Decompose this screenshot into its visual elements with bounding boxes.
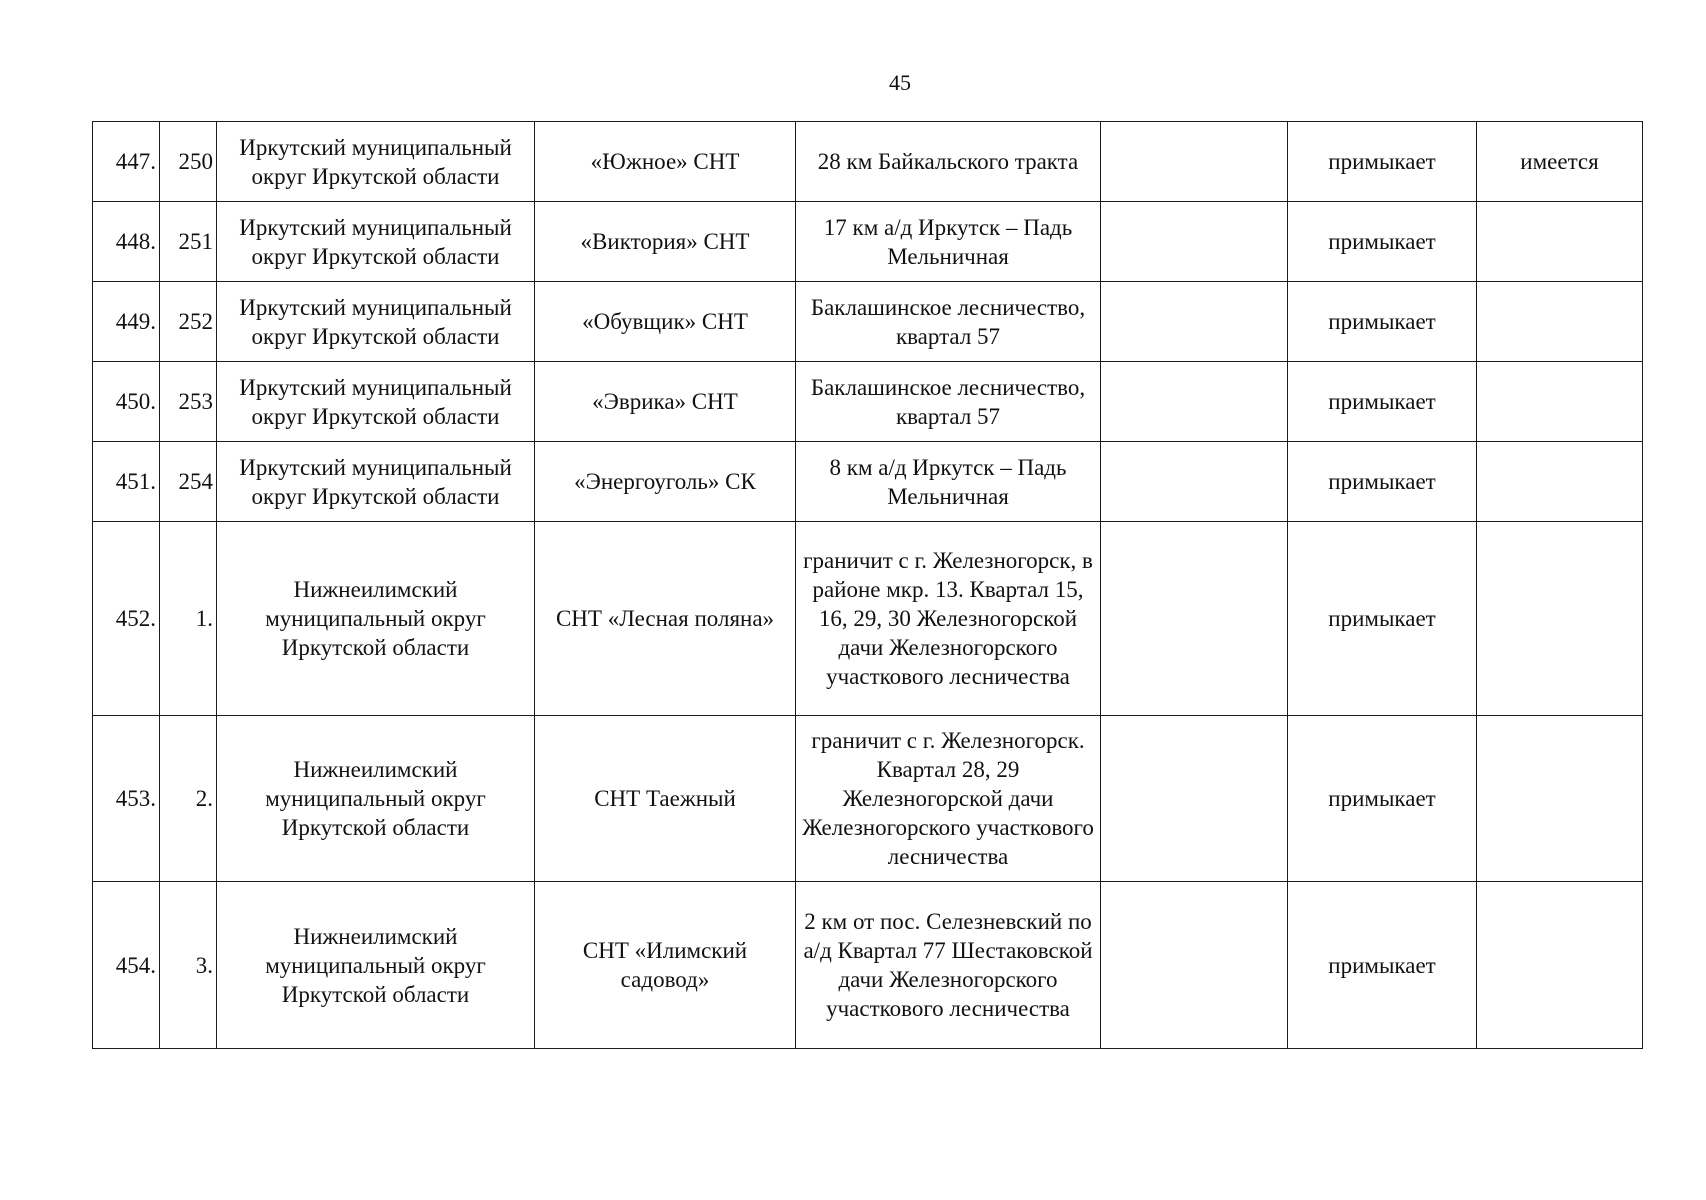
availability-cell — [1477, 202, 1643, 282]
adjacency-cell: примыкает — [1288, 122, 1477, 202]
availability-cell — [1477, 882, 1643, 1049]
empty-cell — [1101, 716, 1288, 882]
table-row — [93, 362, 1643, 442]
location-cell: граничит с г. Железногорск. Квартал 28, 29 Железногорской дачи Железногорского участкового лесничества — [796, 716, 1101, 882]
name-cell: «Южное» СНТ — [535, 122, 796, 202]
adjacency-cell: примыкает — [1288, 282, 1477, 362]
name-cell: СНТ Таежный — [535, 716, 796, 882]
municipality-cell: Иркутский муниципальный округ Иркутской области — [217, 202, 535, 282]
empty-cell — [1101, 442, 1288, 522]
municipality-cell: Нижнеилимский муниципальный округ Иркутской области — [217, 882, 535, 1049]
row-index: 447. — [93, 122, 160, 202]
table-row — [93, 716, 1643, 882]
empty-cell — [1101, 522, 1288, 716]
availability-cell — [1477, 282, 1643, 362]
location-cell: граничит с г. Железногорск, в районе мкр. 13. Квартал 15, 16, 29, 30 Железногорской дачи Железногорского участкового лесничества — [796, 522, 1101, 716]
empty-cell — [1101, 122, 1288, 202]
row-index: 448. — [93, 202, 160, 282]
table-row — [93, 202, 1643, 282]
table-row — [93, 122, 1643, 202]
table-row — [93, 522, 1643, 716]
availability-cell — [1477, 442, 1643, 522]
location-cell: 17 км а/д Иркутск – Падь Мельничная — [796, 202, 1101, 282]
adjacency-cell: примыкает — [1288, 882, 1477, 1049]
location-cell: Баклашинское лесничество, квартал 57 — [796, 282, 1101, 362]
adjacency-cell: примыкает — [1288, 442, 1477, 522]
availability-cell — [1477, 716, 1643, 882]
page-number: 45 — [889, 70, 911, 95]
table-row — [93, 282, 1643, 362]
row-sub-index: 251 — [160, 202, 217, 282]
name-cell: «Обувщик» СНТ — [535, 282, 796, 362]
municipality-cell: Иркутский муниципальный округ Иркутской области — [217, 442, 535, 522]
row-index: 451. — [93, 442, 160, 522]
row-sub-index: 3. — [160, 882, 217, 1049]
name-cell: СНТ «Лесная поляна» — [535, 522, 796, 716]
row-index: 449. — [93, 282, 160, 362]
adjacency-cell: примыкает — [1288, 202, 1477, 282]
name-cell: «Эврика» СНТ — [535, 362, 796, 442]
municipality-cell: Иркутский муниципальный округ Иркутской области — [217, 122, 535, 202]
row-sub-index: 250 — [160, 122, 217, 202]
row-index: 452. — [93, 522, 160, 716]
municipality-cell: Нижнеилимский муниципальный округ Иркутской области — [217, 522, 535, 716]
row-sub-index: 254 — [160, 442, 217, 522]
empty-cell — [1101, 362, 1288, 442]
name-cell: «Виктория» СНТ — [535, 202, 796, 282]
location-cell: 8 км а/д Иркутск – Падь Мельничная — [796, 442, 1101, 522]
location-cell: 28 км Байкальского тракта — [796, 122, 1101, 202]
name-cell: СНТ «Илимский садовод» — [535, 882, 796, 1049]
empty-cell — [1101, 282, 1288, 362]
empty-cell — [1101, 882, 1288, 1049]
name-cell: «Энергоуголь» СК — [535, 442, 796, 522]
availability-cell: имеется — [1477, 122, 1643, 202]
adjacency-cell: примыкает — [1288, 522, 1477, 716]
adjacency-cell: примыкает — [1288, 716, 1477, 882]
row-index: 453. — [93, 716, 160, 882]
location-cell: 2 км от пос. Селезневский по а/д Квартал 77 Шестаковской дачи Железногорского участкового лесничества — [796, 882, 1101, 1049]
availability-cell — [1477, 522, 1643, 716]
row-index: 454. — [93, 882, 160, 1049]
row-sub-index: 1. — [160, 522, 217, 716]
row-index: 450. — [93, 362, 160, 442]
row-sub-index: 252 — [160, 282, 217, 362]
location-cell: Баклашинское лесничество, квартал 57 — [796, 362, 1101, 442]
adjacency-cell: примыкает — [1288, 362, 1477, 442]
municipality-cell: Иркутский муниципальный округ Иркутской области — [217, 282, 535, 362]
row-sub-index: 2. — [160, 716, 217, 882]
registry-table — [92, 121, 1643, 1049]
availability-cell — [1477, 362, 1643, 442]
table-row — [93, 442, 1643, 522]
municipality-cell: Иркутский муниципальный округ Иркутской области — [217, 362, 535, 442]
row-sub-index: 253 — [160, 362, 217, 442]
table-row — [93, 882, 1643, 1049]
municipality-cell: Нижнеилимский муниципальный округ Иркутской области — [217, 716, 535, 882]
empty-cell — [1101, 202, 1288, 282]
